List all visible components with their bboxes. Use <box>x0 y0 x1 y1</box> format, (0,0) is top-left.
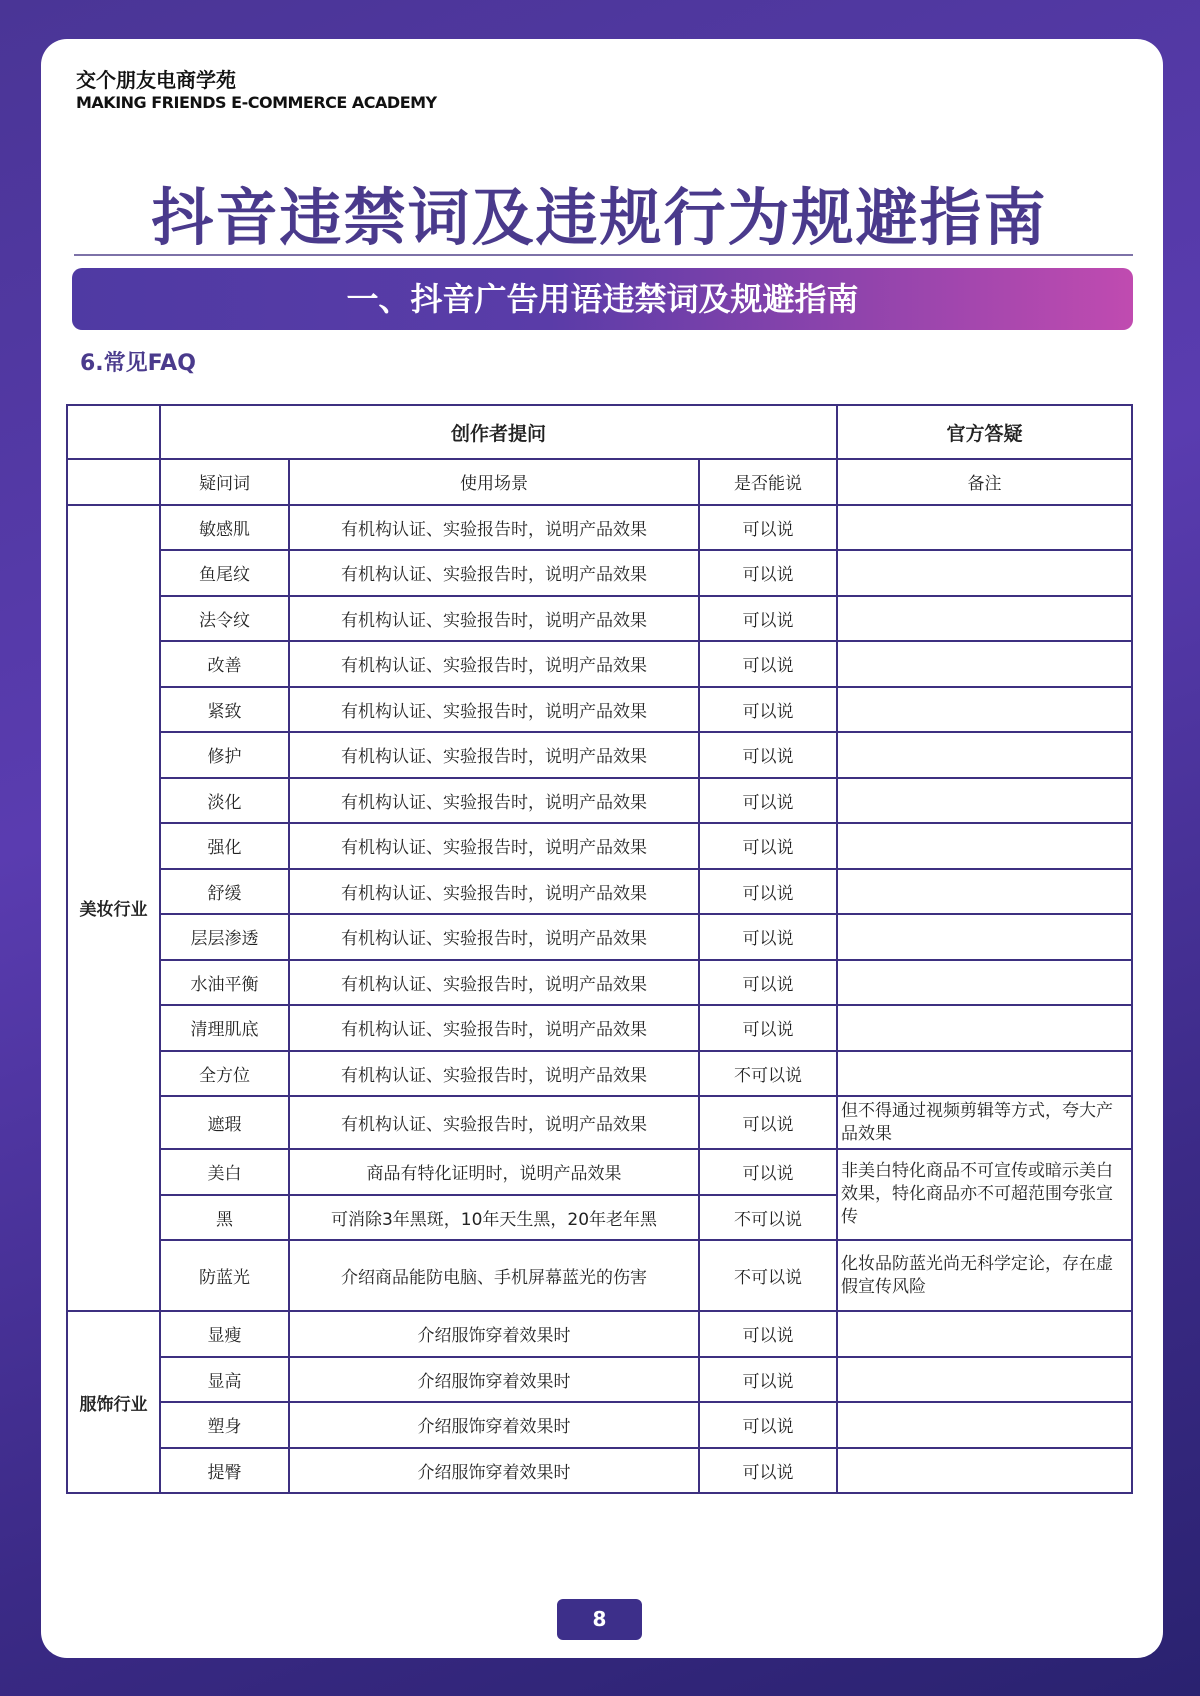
allowed-cell: 可以说 <box>699 823 837 869</box>
table-row <box>67 1149 1132 1195</box>
allowed-cell: 可以说 <box>699 960 837 1006</box>
brand-name-cn: 交个朋友电商学苑 <box>76 68 236 92</box>
term-cell: 敏感肌 <box>160 505 289 551</box>
note-cell: 但不得通过视频剪辑等方式，夸大产品效果 <box>837 1096 1132 1149</box>
note-cell <box>837 1051 1132 1097</box>
empty-header-cell <box>67 405 160 459</box>
allowed-cell: 可以说 <box>699 914 837 960</box>
allowed-cell: 不可以说 <box>699 1051 837 1097</box>
table-row <box>67 869 1132 915</box>
allowed-cell: 可以说 <box>699 596 837 642</box>
term-cell: 层层渗透 <box>160 914 289 960</box>
note-cell <box>837 823 1132 869</box>
faq-table <box>66 404 1133 1494</box>
term-cell: 鱼尾纹 <box>160 550 289 596</box>
table-row <box>67 1051 1132 1097</box>
term-cell: 改善 <box>160 641 289 687</box>
table-row <box>67 778 1132 824</box>
scenario-cell: 有机构认证、实验报告时，说明产品效果 <box>289 869 699 915</box>
allowed-cell: 可以说 <box>699 505 837 551</box>
allowed-cell: 可以说 <box>699 1096 837 1149</box>
term-cell: 舒缓 <box>160 869 289 915</box>
term-cell: 紧致 <box>160 687 289 733</box>
term-cell: 水油平衡 <box>160 960 289 1006</box>
table-row <box>67 1357 1132 1403</box>
scenario-cell: 有机构认证、实验报告时，说明产品效果 <box>289 823 699 869</box>
scenario-cell: 介绍服饰穿着效果时 <box>289 1448 699 1494</box>
term-cell: 遮瑕 <box>160 1096 289 1149</box>
table-row <box>67 1402 1132 1448</box>
industry-cell: 服饰行业 <box>67 1311 160 1493</box>
term-cell: 黑 <box>160 1195 289 1241</box>
scenario-cell: 有机构认证、实验报告时，说明产品效果 <box>289 914 699 960</box>
scenario-cell: 有机构认证、实验报告时，说明产品效果 <box>289 550 699 596</box>
scenario-cell: 有机构认证、实验报告时，说明产品效果 <box>289 778 699 824</box>
page-number: 8 <box>557 1599 642 1640</box>
column-header: 疑问词 <box>160 459 289 505</box>
note-cell <box>837 687 1132 733</box>
group-header-creator: 创作者提问 <box>160 405 837 459</box>
table-row <box>67 732 1132 778</box>
group-header-official: 官方答疑 <box>837 405 1132 459</box>
term-cell: 全方位 <box>160 1051 289 1097</box>
scenario-cell: 有机构认证、实验报告时，说明产品效果 <box>289 732 699 778</box>
allowed-cell: 可以说 <box>699 1402 837 1448</box>
table-row <box>67 1448 1132 1494</box>
table-row <box>67 960 1132 1006</box>
scenario-cell: 有机构认证、实验报告时，说明产品效果 <box>289 687 699 733</box>
note-cell <box>837 732 1132 778</box>
allowed-cell: 可以说 <box>699 1357 837 1403</box>
scenario-cell: 有机构认证、实验报告时，说明产品效果 <box>289 505 699 551</box>
term-cell: 清理肌底 <box>160 1005 289 1051</box>
column-header: 备注 <box>837 459 1132 505</box>
subsection-heading: 6.常见FAQ <box>80 351 196 376</box>
page-title: 抖音违禁词及违规行为规避指南 <box>151 181 1048 254</box>
scenario-cell: 介绍服饰穿着效果时 <box>289 1357 699 1403</box>
term-cell: 美白 <box>160 1149 289 1195</box>
empty-header-cell <box>67 459 160 505</box>
allowed-cell: 可以说 <box>699 1311 837 1357</box>
scenario-cell: 介绍服饰穿着效果时 <box>289 1402 699 1448</box>
note-cell <box>837 1448 1132 1494</box>
term-cell: 防蓝光 <box>160 1240 289 1311</box>
column-header: 是否能说 <box>699 459 837 505</box>
note-cell <box>837 1005 1132 1051</box>
scenario-cell: 有机构认证、实验报告时，说明产品效果 <box>289 960 699 1006</box>
scenario-cell: 有机构认证、实验报告时，说明产品效果 <box>289 1051 699 1097</box>
term-cell: 淡化 <box>160 778 289 824</box>
allowed-cell: 不可以说 <box>699 1195 837 1241</box>
scenario-cell: 介绍商品能防电脑、手机屏幕蓝光的伤害 <box>289 1240 699 1311</box>
allowed-cell: 可以说 <box>699 732 837 778</box>
table-row <box>67 1005 1132 1051</box>
table-row <box>67 1311 1132 1357</box>
term-cell: 塑身 <box>160 1402 289 1448</box>
column-header: 使用场景 <box>289 459 699 505</box>
term-cell: 修护 <box>160 732 289 778</box>
allowed-cell: 可以说 <box>699 1149 837 1195</box>
scenario-cell: 有机构认证、实验报告时，说明产品效果 <box>289 641 699 687</box>
note-cell: 化妆品防蓝光尚无科学定论，存在虚假宣传风险 <box>837 1240 1132 1311</box>
allowed-cell: 可以说 <box>699 550 837 596</box>
term-cell: 显高 <box>160 1357 289 1403</box>
term-cell: 提臀 <box>160 1448 289 1494</box>
note-cell <box>837 960 1132 1006</box>
allowed-cell: 可以说 <box>699 1005 837 1051</box>
table-row <box>67 1240 1132 1311</box>
table-row <box>67 687 1132 733</box>
table-row <box>67 505 1132 551</box>
allowed-cell: 可以说 <box>699 869 837 915</box>
allowed-cell: 不可以说 <box>699 1240 837 1311</box>
allowed-cell: 可以说 <box>699 687 837 733</box>
term-cell: 强化 <box>160 823 289 869</box>
note-cell <box>837 1311 1132 1357</box>
scenario-cell: 介绍服饰穿着效果时 <box>289 1311 699 1357</box>
note-cell <box>837 550 1132 596</box>
table-row <box>67 596 1132 642</box>
industry-cell: 美妆行业 <box>67 505 160 1312</box>
section-banner: 一、抖音广告用语违禁词及规避指南 <box>72 268 1133 330</box>
note-cell <box>837 596 1132 642</box>
scenario-cell: 商品有特化证明时，说明产品效果 <box>289 1149 699 1195</box>
note-cell <box>837 1402 1132 1448</box>
table-row <box>67 641 1132 687</box>
scenario-cell: 有机构认证、实验报告时，说明产品效果 <box>289 596 699 642</box>
note-cell <box>837 914 1132 960</box>
note-cell <box>837 1357 1132 1403</box>
brand-name-en: MAKING FRIENDS E-COMMERCE ACADEMY <box>76 93 437 112</box>
table-row <box>67 550 1132 596</box>
scenario-cell: 有机构认证、实验报告时，说明产品效果 <box>289 1005 699 1051</box>
scenario-cell: 可消除3年黑斑，10年天生黑，20年老年黑 <box>289 1195 699 1241</box>
note-cell <box>837 869 1132 915</box>
table-row <box>67 914 1132 960</box>
note-cell <box>837 505 1132 551</box>
table-row <box>67 1096 1132 1149</box>
allowed-cell: 可以说 <box>699 641 837 687</box>
note-cell <box>837 641 1132 687</box>
term-cell: 法令纹 <box>160 596 289 642</box>
note-cell <box>837 778 1132 824</box>
term-cell: 显瘦 <box>160 1311 289 1357</box>
table-row <box>67 823 1132 869</box>
scenario-cell: 有机构认证、实验报告时，说明产品效果 <box>289 1096 699 1149</box>
note-cell: 非美白特化商品不可宣传或暗示美白效果，特化商品亦不可超范围夸张宣传 <box>837 1149 1132 1240</box>
title-divider <box>74 254 1133 256</box>
allowed-cell: 可以说 <box>699 778 837 824</box>
allowed-cell: 可以说 <box>699 1448 837 1494</box>
